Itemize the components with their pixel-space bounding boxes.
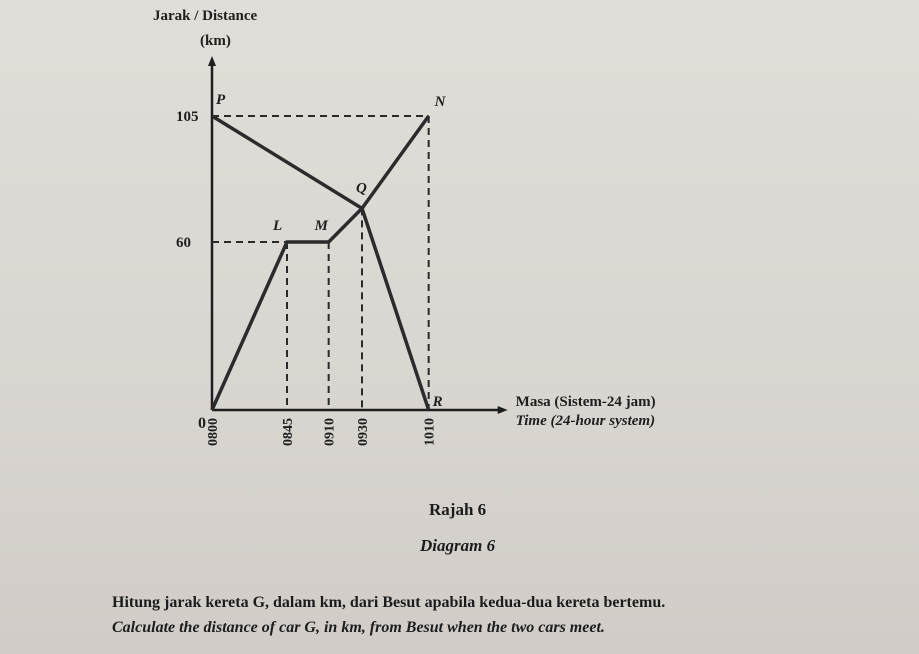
point-label-n: N bbox=[434, 94, 446, 110]
point-label-r: R bbox=[432, 394, 443, 410]
origin-label: 0 bbox=[198, 415, 206, 432]
x-tick-label: 0800 bbox=[206, 418, 221, 446]
x-tick-label: 0930 bbox=[356, 418, 371, 446]
axes bbox=[208, 56, 508, 414]
x-axis-arrow bbox=[498, 406, 508, 414]
point-label-q: Q bbox=[356, 180, 367, 197]
x-tick-label: 1010 bbox=[422, 418, 438, 446]
series-line-1 bbox=[212, 116, 429, 410]
point-label-p: P bbox=[216, 92, 226, 108]
x-axis-label-malay: Masa (Sistem-24 jam) bbox=[515, 394, 656, 410]
point-label-m: M bbox=[314, 218, 329, 234]
caption-diagram: Diagram 6 bbox=[420, 536, 496, 555]
x-tick-label: 0845 bbox=[281, 418, 296, 446]
chart-labels bbox=[153, 8, 656, 446]
question-english: Calculate the distance of car G, in km, from Besut when the two cars meet. bbox=[112, 619, 605, 636]
y-axis-label: Jarak / Distance bbox=[153, 8, 258, 24]
point-label-l: L bbox=[273, 218, 283, 234]
y-axis-unit: (km) bbox=[200, 33, 231, 49]
question-malay: Hitung jarak kereta G, dalam km, dari Besut apabila kedua-dua kereta bertemu. bbox=[112, 594, 666, 611]
x-axis-label-english: Time (24-hour system) bbox=[515, 413, 656, 429]
caption-rajah: Rajah 6 bbox=[429, 500, 487, 519]
x-tick-label: 0910 bbox=[322, 418, 338, 446]
y-tick-label: 60 bbox=[176, 235, 191, 251]
series-lines bbox=[212, 116, 429, 410]
y-axis-arrow bbox=[208, 56, 216, 66]
y-tick-label: 105 bbox=[176, 109, 199, 125]
